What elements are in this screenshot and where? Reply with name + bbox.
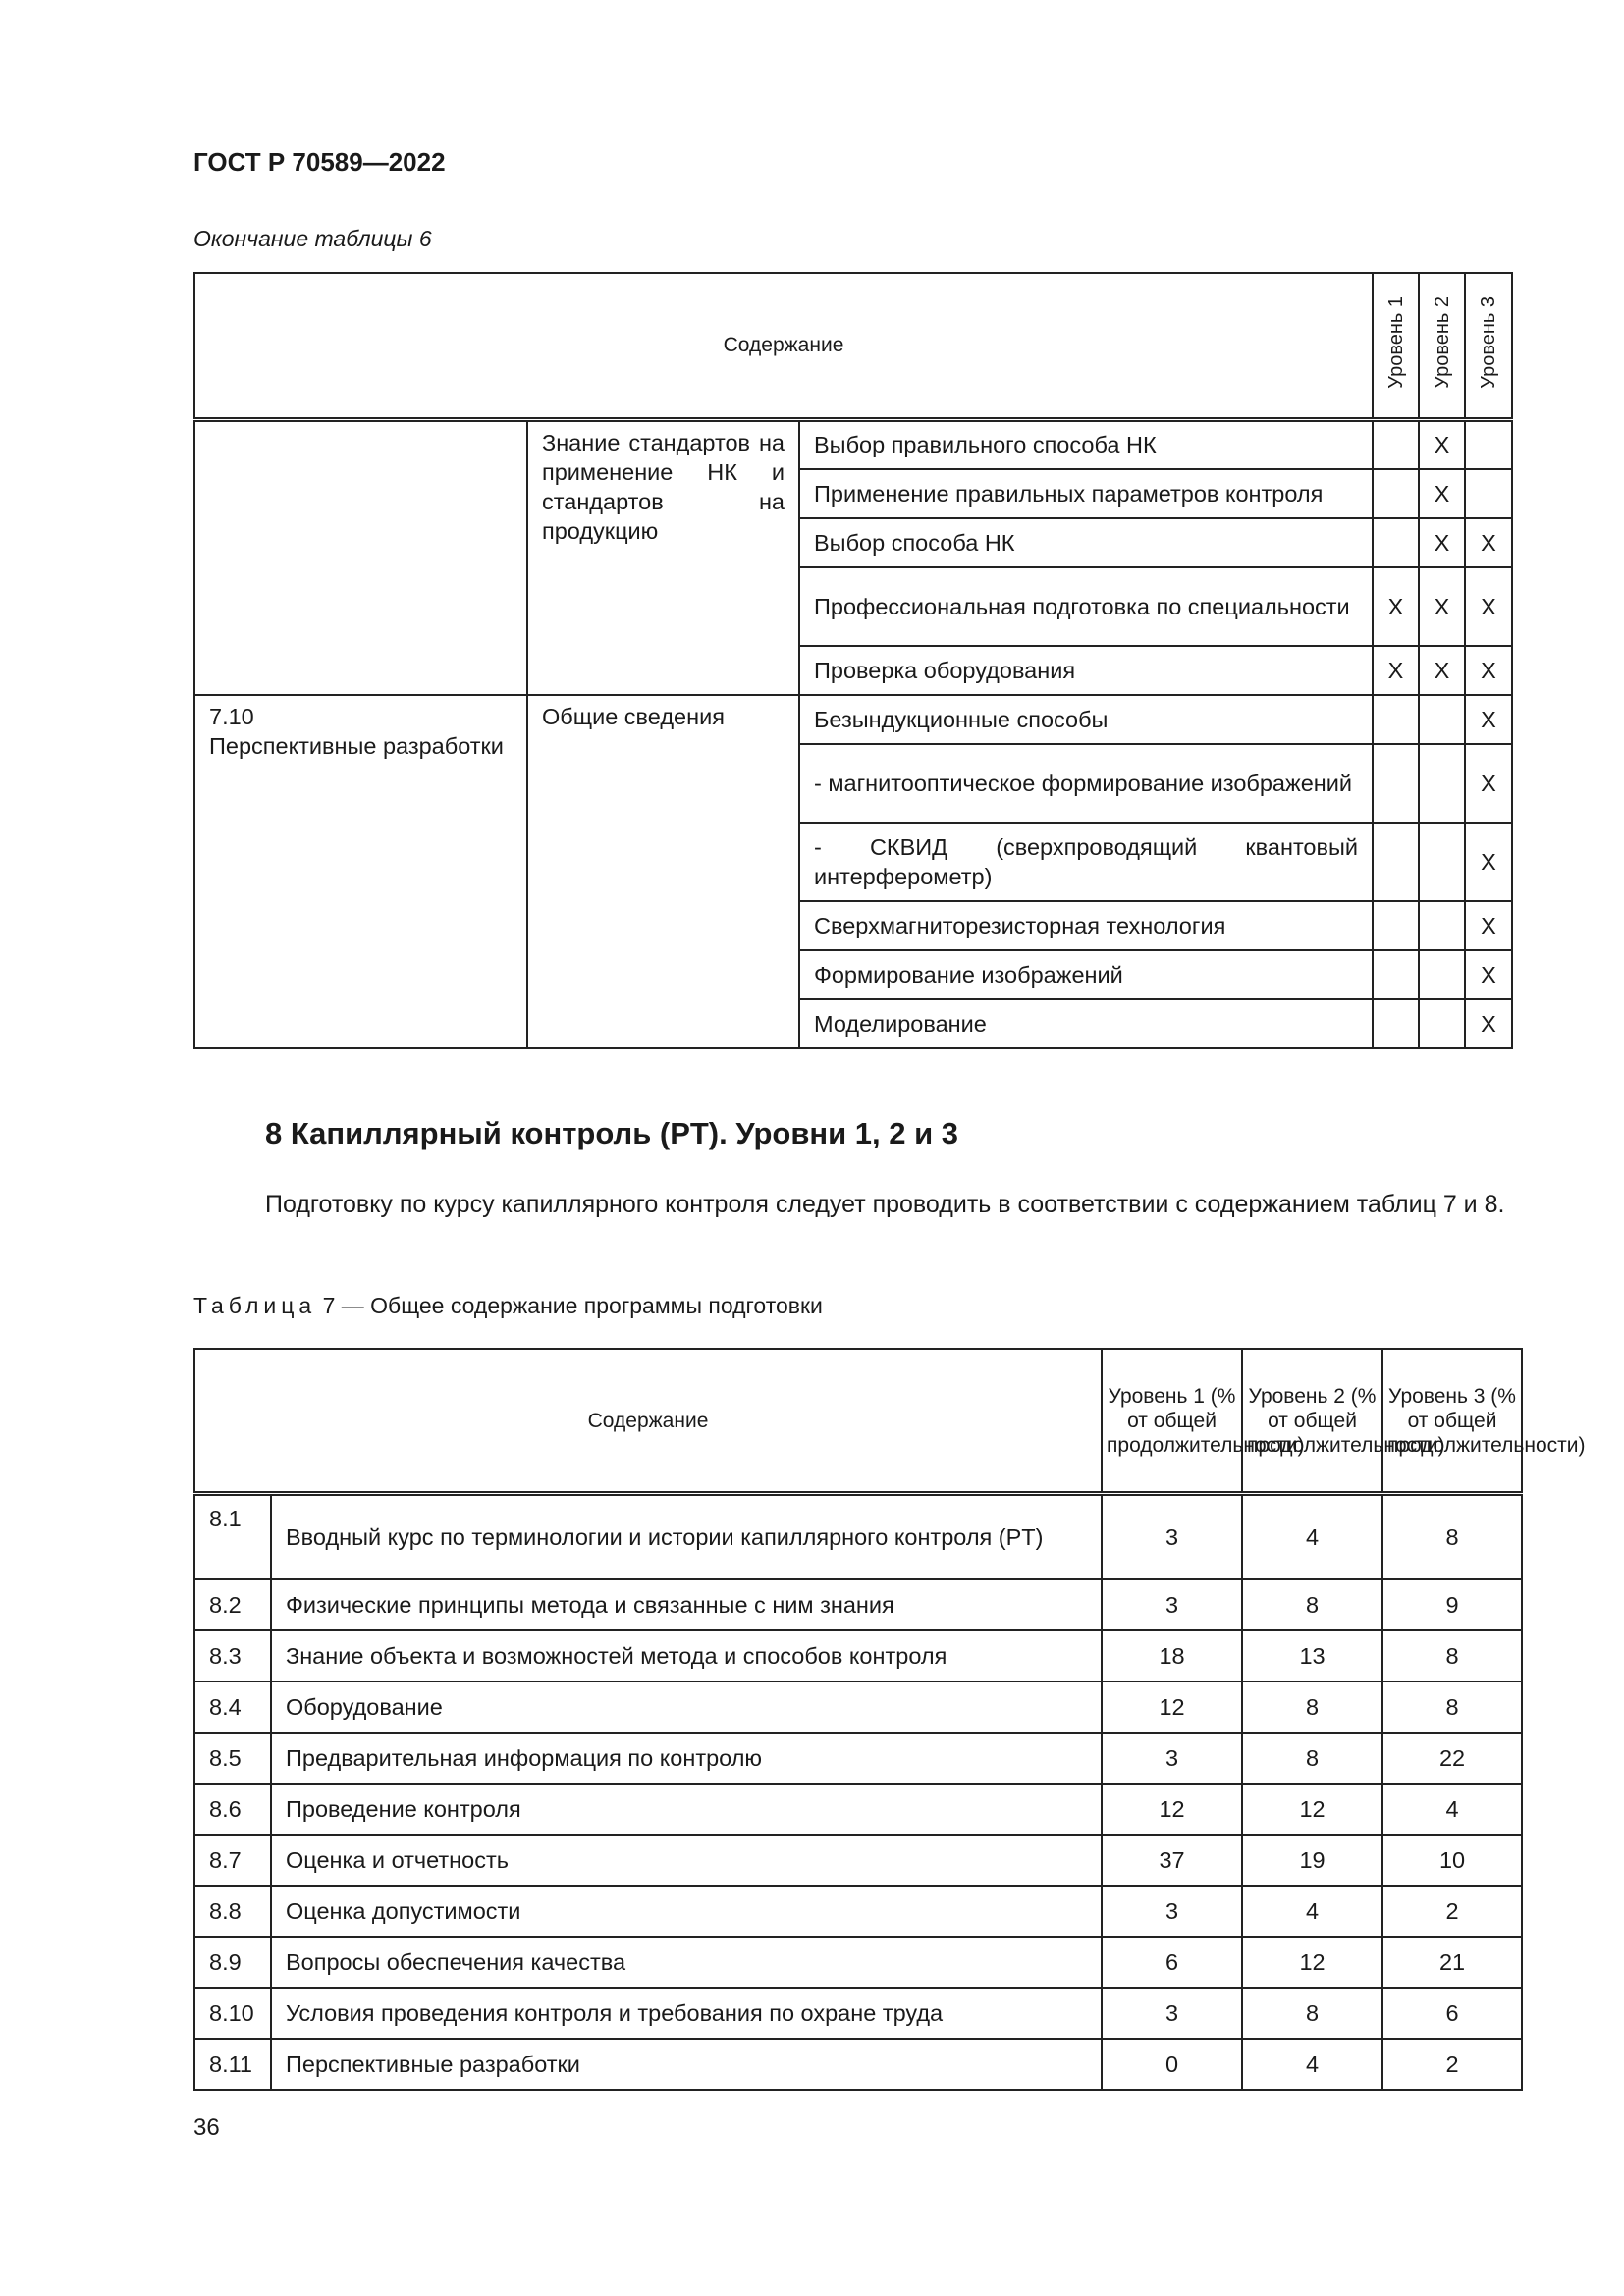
- table6-cell-l2: [1419, 744, 1465, 823]
- section-paragraph: Подготовку по курсу капиллярного контроля следует проводить в соответствии с содержанием таблиц 7 и 8.: [265, 1191, 1505, 1218]
- row-number: 8.2: [194, 1579, 271, 1630]
- table7-header-content: Содержание: [194, 1349, 1102, 1494]
- row-level3: 21: [1382, 1937, 1522, 1988]
- row-level3: 2: [1382, 1886, 1522, 1937]
- table6-row-text: Формирование изображений: [799, 950, 1373, 999]
- table6-cell-l1: [1373, 469, 1419, 518]
- table6-cell-l3: X: [1465, 695, 1512, 744]
- row-level1: 12: [1102, 1682, 1242, 1733]
- row-level1: 3: [1102, 1579, 1242, 1630]
- row-number: 8.6: [194, 1784, 271, 1835]
- table7-header-level2: Уровень 2 (% от общей продолжительности): [1242, 1349, 1382, 1494]
- row-level2: 12: [1242, 1784, 1382, 1835]
- row-level1: 3: [1102, 1733, 1242, 1784]
- table6-cell-l1: [1373, 950, 1419, 999]
- row-level2: 13: [1242, 1630, 1382, 1682]
- table6-cell-l2: X: [1419, 567, 1465, 646]
- table6-row-text: Безындукционные способы: [799, 695, 1373, 744]
- row-text: Перспективные разработки: [271, 2039, 1102, 2090]
- row-level1: 3: [1102, 1988, 1242, 2039]
- table6-cell-l2: [1419, 901, 1465, 950]
- row-text: Оценка допустимости: [271, 1886, 1102, 1937]
- table6-cell-l1: X: [1373, 567, 1419, 646]
- table6-cell-l1: [1373, 744, 1419, 823]
- table6-cell-l1: [1373, 518, 1419, 567]
- table6-cell-l2: X: [1419, 420, 1465, 469]
- table-row: [194, 1733, 1522, 1784]
- table6-row-text: Проверка оборудования: [799, 646, 1373, 695]
- row-number: 8.7: [194, 1835, 271, 1886]
- table6: [193, 272, 1513, 1049]
- row-level2: 8: [1242, 1682, 1382, 1733]
- row-level3: 10: [1382, 1835, 1522, 1886]
- row-text: Физические принципы метода и связанные с ним знания: [271, 1579, 1102, 1630]
- row-level1: 0: [1102, 2039, 1242, 2090]
- table6-header-level2: Уровень 2: [1419, 273, 1465, 420]
- row-text: Знание объекта и возможностей метода и способов контроля: [271, 1630, 1102, 1682]
- table6-row-text: - магнитооптическое формирование изображений: [799, 744, 1373, 823]
- row-text: Проведение контроля: [271, 1784, 1102, 1835]
- table6-cell-l3: X: [1465, 646, 1512, 695]
- table-row: [194, 1937, 1522, 1988]
- row-level2: 4: [1242, 1494, 1382, 1580]
- section-heading: 8 Капиллярный контроль (PT). Уровни 1, 2 и 3: [265, 1116, 959, 1150]
- row-level2: 8: [1242, 1733, 1382, 1784]
- row-level3: 8: [1382, 1682, 1522, 1733]
- table-row: [194, 1682, 1522, 1733]
- table6-cell-l3: X: [1465, 901, 1512, 950]
- table6-section-empty: [194, 420, 527, 695]
- row-number: 8.9: [194, 1937, 271, 1988]
- table6-header-level1: Уровень 1: [1373, 273, 1419, 420]
- table6-row-text: Сверхмагниторезисторная технология: [799, 901, 1373, 950]
- row-level1: 18: [1102, 1630, 1242, 1682]
- table6-cell-l2: X: [1419, 518, 1465, 567]
- table6-row-text: Выбор способа НК: [799, 518, 1373, 567]
- row-level2: 8: [1242, 1579, 1382, 1630]
- section-number: 7.10: [209, 703, 254, 729]
- table6-cell-l3: X: [1465, 999, 1512, 1048]
- table6-row-text: Выбор правильного способа НК: [799, 420, 1373, 469]
- row-level3: 9: [1382, 1579, 1522, 1630]
- table6-cell-l2: [1419, 695, 1465, 744]
- row-level3: 4: [1382, 1784, 1522, 1835]
- row-level1: 3: [1102, 1886, 1242, 1937]
- table6-cell-l2: [1419, 823, 1465, 901]
- table-row: [194, 1630, 1522, 1682]
- row-level2: 19: [1242, 1835, 1382, 1886]
- table6-header-level3: Уровень 3: [1465, 273, 1512, 420]
- table7-header-level1: Уровень 1 (% от общей продолжительности): [1102, 1349, 1242, 1494]
- row-text: Условия проведения контроля и требования по охране труда: [271, 1988, 1102, 2039]
- table7-caption-label: Таблица: [193, 1293, 317, 1318]
- row-level2: 8: [1242, 1988, 1382, 2039]
- table6-cell-l3: X: [1465, 567, 1512, 646]
- table6-cell-l2: [1419, 999, 1465, 1048]
- table6-cell-l3: X: [1465, 823, 1512, 901]
- row-text: Вводный курс по терминологии и истории капиллярного контроля (PT): [271, 1494, 1102, 1580]
- page-number: 36: [193, 2114, 220, 2141]
- row-number: 8.3: [194, 1630, 271, 1682]
- table-row: [194, 1579, 1522, 1630]
- table6-cell-l2: X: [1419, 469, 1465, 518]
- row-level3: 2: [1382, 2039, 1522, 2090]
- row-number: 8.1: [194, 1494, 271, 1580]
- table-row: [194, 1835, 1522, 1886]
- table6-row-text: - СКВИД (сверхпроводящий квантовый интерферометр): [799, 823, 1373, 901]
- table7-caption: [193, 1293, 823, 1319]
- row-text: Вопросы обеспечения качества: [271, 1937, 1102, 1988]
- table-row: [194, 1494, 1522, 1580]
- document-id: ГОСТ Р 70589—2022: [193, 147, 446, 177]
- table-row: [194, 2039, 1522, 2090]
- table-row: [194, 1988, 1522, 2039]
- row-level1: 12: [1102, 1784, 1242, 1835]
- table6-cell-l3: X: [1465, 744, 1512, 823]
- table6-row-text: Применение правильных параметров контроля: [799, 469, 1373, 518]
- table-row: [194, 1784, 1522, 1835]
- row-text: Оценка и отчетность: [271, 1835, 1102, 1886]
- section-title: Перспективные разработки: [209, 732, 504, 759]
- table6-cell-l1: [1373, 999, 1419, 1048]
- table6-row-text: Профессиональная подготовка по специальности: [799, 567, 1373, 646]
- table6-header-content: Содержание: [194, 273, 1373, 420]
- table6-cell-l3: [1465, 469, 1512, 518]
- table6-cell-l2: [1419, 950, 1465, 999]
- row-level2: 4: [1242, 1886, 1382, 1937]
- row-level2: 4: [1242, 2039, 1382, 2090]
- table6-cell-l1: [1373, 901, 1419, 950]
- row-level3: 6: [1382, 1988, 1522, 2039]
- table6-cell-l1: [1373, 420, 1419, 469]
- table6-cell-l3: [1465, 420, 1512, 469]
- table7: [193, 1348, 1586, 2091]
- table6-cell-l1: X: [1373, 646, 1419, 695]
- table6-row-text: Моделирование: [799, 999, 1373, 1048]
- row-level1: 37: [1102, 1835, 1242, 1886]
- row-level1: 3: [1102, 1494, 1242, 1580]
- table-row: [194, 1886, 1522, 1937]
- row-number: 8.4: [194, 1682, 271, 1733]
- row-level1: 6: [1102, 1937, 1242, 1988]
- table6-cell-l3: X: [1465, 950, 1512, 999]
- table6-topic: Знание стандартов на применение НК и стандартов на продукцию: [527, 420, 799, 695]
- row-number: 8.10: [194, 1988, 271, 2039]
- row-number: 8.11: [194, 2039, 271, 2090]
- table6-caption: Окончание таблицы 6: [193, 226, 432, 251]
- row-text: Предварительная информация по контролю: [271, 1733, 1102, 1784]
- row-number: 8.5: [194, 1733, 271, 1784]
- table6-cell-l2: X: [1419, 646, 1465, 695]
- row-number: 8.8: [194, 1886, 271, 1937]
- row-level2: 12: [1242, 1937, 1382, 1988]
- table6-topic: Общие сведения: [527, 695, 799, 1048]
- table7-caption-text: 7 — Общее содержание программы подготовки: [316, 1293, 823, 1318]
- row-level3: 8: [1382, 1630, 1522, 1682]
- row-level3: 8: [1382, 1494, 1522, 1580]
- table6-cell-l3: X: [1465, 518, 1512, 567]
- table6-cell-l1: [1373, 695, 1419, 744]
- row-level3: 22: [1382, 1733, 1522, 1784]
- table7-header-level3: Уровень 3 (% от общей продолжительности): [1382, 1349, 1522, 1494]
- row-text: Оборудование: [271, 1682, 1102, 1733]
- table6-cell-l1: [1373, 823, 1419, 901]
- table6-section-710: [194, 695, 527, 1048]
